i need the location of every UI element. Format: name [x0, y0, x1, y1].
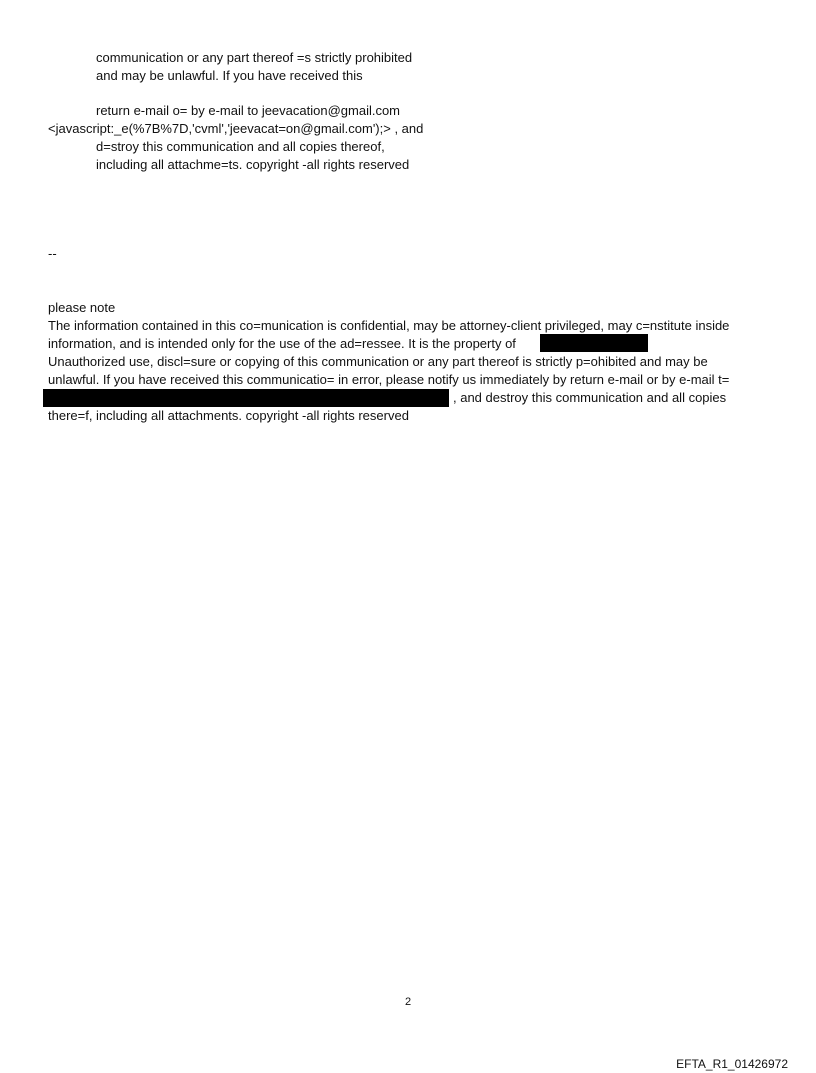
notice-line-1: The information contained in this co=munication is confidential, may be attorney-client privileged, may c=nstitute inside	[48, 318, 730, 333]
notice-line-2: information, and is intended only for the use of the ad=ressee. It is the property of	[48, 336, 516, 351]
document-id: EFTA_R1_01426972	[676, 1057, 788, 1071]
notice-heading: please note	[48, 300, 116, 315]
quoted-line-3: return e-mail o= by e-mail to jeevacation@gmail.com	[96, 103, 401, 118]
notice-line-4: unlawful. If you have received this communicatio= in error, please notify us immediately by return e-mail or by e-mail t=	[48, 372, 730, 387]
quoted-line-5: d=stroy this communication and all copies thereof,	[96, 139, 385, 154]
notice-line-5: , and destroy this communication and all copies	[453, 390, 727, 405]
notice-line-6: there=f, including all attachments. copyright -all rights reserved	[48, 408, 409, 423]
quoted-line-1: communication or any part thereof =s strictly prohibited	[96, 50, 413, 65]
notice-line-3: Unauthorized use, discl=sure or copying of this communication or any part thereof is strictly p=ohibited and may be	[48, 354, 708, 369]
page-number: 2	[404, 996, 412, 1008]
redaction-block-2	[43, 389, 449, 407]
signature-separator: --	[48, 246, 57, 261]
quoted-line-4: <javascript:_e(%7B%7D,'cvml','jeevacat=on@gmail.com');> , and	[48, 121, 424, 136]
quoted-line-6: including all attachme=ts. copyright -all rights reserved	[96, 157, 410, 172]
redaction-block-1	[540, 334, 648, 352]
quoted-line-2: and may be unlawful. If you have received this	[96, 68, 363, 83]
